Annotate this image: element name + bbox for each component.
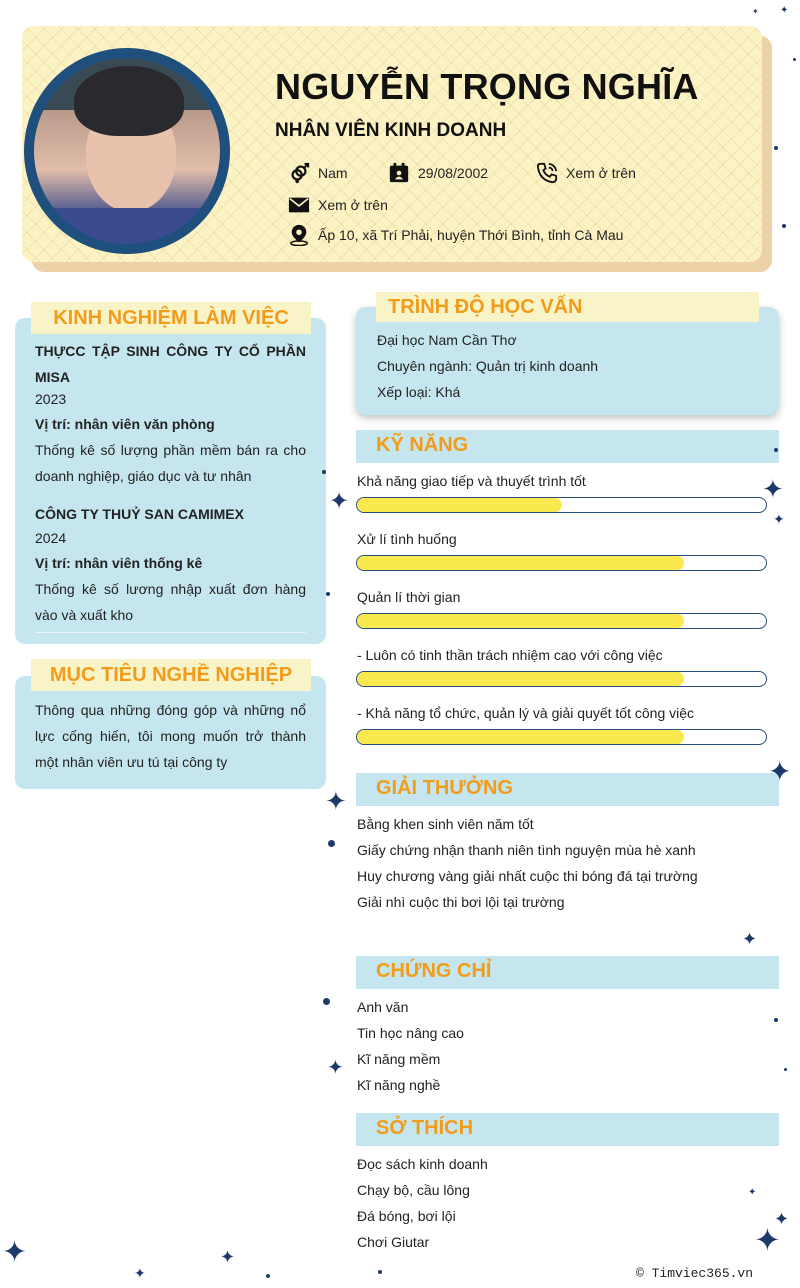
dot [266, 1274, 270, 1278]
avatar-photo [34, 58, 220, 244]
phone-value: Xem ở trên [566, 165, 636, 181]
phone-info [536, 162, 636, 184]
hobbies-heading-bar [356, 1113, 779, 1146]
skill-label: Quản lí thời gian [357, 589, 461, 605]
star-icon: ✦ [754, 1222, 781, 1258]
location-pin-icon [288, 224, 310, 246]
dot [774, 1018, 778, 1022]
list-item: Giấy chứng nhận thanh niên tình nguyện mùa hè xanh [357, 842, 696, 858]
awards-heading-bar [356, 773, 779, 806]
list-item: Chạy bộ, cầu lông [357, 1182, 470, 1198]
awards-heading: GIẢI THƯỞNG [376, 777, 513, 799]
job-2-position: Vị trí: nhân viên thống kê [35, 555, 203, 571]
skill-label: Xử lí tình huống [357, 531, 457, 547]
list-item: Kĩ năng nghề [357, 1077, 441, 1093]
education-heading: TRÌNH ĐỘ HỌC VẤN [376, 292, 759, 322]
dot [328, 840, 335, 847]
dot [774, 448, 778, 452]
list-item: Kĩ năng mềm [357, 1051, 441, 1067]
list-item: Giải nhì cuộc thi bơi lội tại trường [357, 894, 565, 910]
hobbies-heading: SỞ THÍCH [376, 1117, 474, 1139]
certificates-heading: CHỨNG CHỈ [376, 960, 492, 982]
calendar-icon [388, 162, 410, 184]
list-item: Bằng khen sinh viên năm tốt [357, 816, 534, 832]
skills-heading: KỸ NĂNG [376, 434, 469, 456]
skill-bar [356, 555, 767, 571]
job-2-description: Thống kê số lương nhập xuất đơn hàng vào và xuất kho [35, 581, 306, 623]
dot [793, 58, 796, 61]
star-icon: ✦ [773, 511, 785, 527]
star-icon: ✦ [742, 929, 758, 949]
gender-value: Nam [318, 165, 348, 181]
dot [784, 1068, 787, 1071]
star-icon: ✦ [768, 756, 792, 787]
skill-bar [356, 613, 767, 629]
job-title: NHÂN VIÊN KINH DOANH [275, 120, 507, 141]
star-icon: ✦ [752, 7, 759, 16]
dot [323, 998, 330, 1005]
education-major: Chuyên ngành: Quản trị kinh doanh [377, 358, 599, 374]
certificates-heading-bar [356, 956, 779, 989]
star-icon: ✦ [762, 474, 784, 504]
job-2-year: 2024 [35, 530, 67, 546]
star-icon: ✦ [748, 1187, 757, 1198]
dot [326, 592, 330, 596]
dot [774, 146, 778, 150]
star-icon: ✦ [2, 1236, 28, 1269]
email-value: Xem ở trên [318, 197, 388, 213]
objective-text: Thông qua những đóng góp và những nổ lực cống hiến, tôi mong muốn trở thành một nhân viên ưu tú tại công ty [35, 702, 306, 770]
skill-bar-fill [357, 730, 684, 744]
list-item: Chơi Giutar [357, 1234, 430, 1250]
skills-heading-bar [356, 430, 779, 463]
education-grade: Xếp loại: Khá [377, 384, 461, 400]
job-1-position: Vị trí: nhân viên văn phòng [35, 416, 215, 432]
awards-list [357, 811, 698, 915]
star-icon: ✦ [780, 5, 789, 16]
avatar [24, 48, 230, 254]
star-icon: ✦ [134, 1265, 146, 1281]
footer-copyright: © Timviec365.vn [636, 1266, 754, 1281]
skill-label: Khả năng giao tiếp và thuyết trình tốt [357, 473, 586, 489]
divider [35, 632, 306, 633]
objective-heading: MỤC TIÊU NGHỀ NGHIỆP [31, 659, 311, 691]
list-item: Đọc sách kinh doanh [357, 1156, 488, 1172]
skill-label: - Khả năng tổ chức, quản lý và giải quyết tốt công việc [357, 705, 695, 721]
candidate-name: NGUYỄN TRỌNG NGHĨA [275, 66, 699, 107]
dot [322, 470, 326, 474]
list-item: Huy chương vàng giải nhất cuộc thi bóng đá tại trường [357, 868, 698, 884]
job-1-year: 2023 [35, 391, 67, 407]
skill-label: - Luôn có tinh thần trách nhiệm cao với công việc [357, 647, 663, 663]
list-item: Đá bóng, bơi lội [357, 1208, 456, 1224]
education-school: Đại học Nam Cần Thơ [377, 332, 517, 348]
birthday-value: 29/08/2002 [418, 165, 489, 181]
envelope-icon [288, 194, 310, 216]
birthday-info [388, 162, 488, 184]
phone-icon [536, 162, 558, 184]
dot [782, 224, 786, 228]
skill-bar-fill [357, 614, 684, 628]
job-1-description: Thống kê số lượng phần mềm bán ra cho doanh nghiệp, giáo dục và tư nhân [35, 442, 306, 484]
address-info [288, 224, 623, 246]
experience-heading: KINH NGHIỆM LÀM VIỆC [31, 302, 311, 334]
address-value: Ấp 10, xã Trí Phải, huyện Thới Bình, tỉnh Cà Mau [318, 227, 624, 243]
skill-bar-fill [357, 498, 562, 512]
skill-bar-fill [357, 672, 684, 686]
list-item: Anh văn [357, 999, 409, 1015]
dot [378, 1270, 382, 1274]
gender-info [288, 162, 348, 184]
star-icon: ✦ [774, 1209, 790, 1229]
gender-icon [288, 162, 310, 184]
skill-bar [356, 671, 767, 687]
certificates-list [357, 994, 464, 1098]
skill-bar [356, 497, 767, 513]
star-icon: ✦ [220, 1247, 236, 1267]
hobbies-list [357, 1151, 488, 1255]
list-item: Tin học nâng cao [357, 1025, 464, 1041]
email-info [288, 194, 388, 216]
star-icon: ✦ [327, 1057, 344, 1079]
job-2-company: CÔNG TY THUỶ SAN CAMIMEX [35, 506, 244, 522]
job-1-company: THỰCC TẬP SINH CÔNG TY CỔ PHẦN MISA [35, 343, 306, 385]
star-icon: ✦ [325, 786, 347, 816]
skill-bar [356, 729, 767, 745]
skill-bar-fill [357, 556, 684, 570]
star-icon: ✦ [329, 488, 350, 515]
